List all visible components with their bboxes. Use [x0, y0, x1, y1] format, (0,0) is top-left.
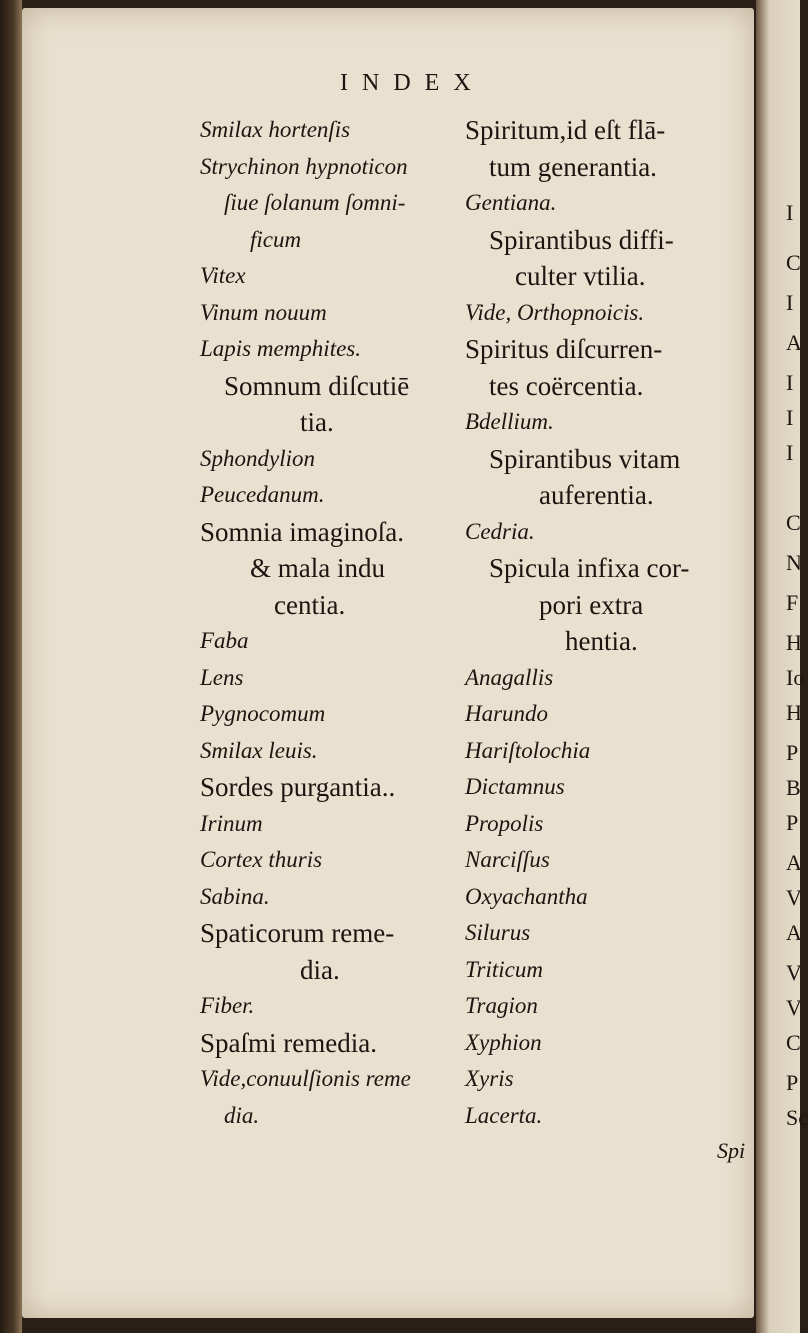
left-index-entry: Lens [200, 664, 244, 690]
facing-page-letter: Sc [786, 1105, 808, 1130]
facing-page-letter: V [786, 960, 802, 985]
left-index-entry: Vide,conuulſionis reme [200, 1066, 411, 1091]
facing-page-letter: V [786, 995, 802, 1020]
book-gutter [0, 0, 22, 1333]
left-index-entry: ficum [250, 226, 302, 252]
right-index-entry: tes coërcentia. [489, 370, 644, 401]
right-index-entry: Silurus [465, 920, 531, 945]
left-index-entry: Sphondylion [200, 445, 315, 471]
left-index-entry: Spaticorum reme- [200, 918, 395, 948]
facing-page-letter: C [786, 510, 801, 535]
left-index-entry: centia. [274, 589, 346, 620]
facing-page-letter: H [786, 700, 802, 725]
left-index-entry: Irinum [200, 810, 263, 836]
right-index-entry: Hariſtolochia [465, 737, 591, 763]
facing-page-letter: B [786, 775, 801, 800]
left-index-entry: Somnum diſcutiē [224, 370, 410, 401]
left-index-entry: Smilax hortenſis [200, 117, 351, 142]
right-index-entry: pori extra [539, 589, 644, 620]
left-index-entry: Peucedanum. [200, 482, 325, 507]
left-index-entry: Pygnocomum [200, 701, 326, 726]
facing-page-letter: A [786, 850, 802, 875]
facing-page-letter: C [786, 250, 801, 275]
right-index-entry: Narciſſus [465, 847, 550, 872]
left-index-entry: dia. [300, 954, 340, 985]
right-index-entry: Harundo [465, 701, 549, 726]
facing-page-letter: N [786, 550, 802, 575]
facing-page-letter: P [786, 1070, 799, 1095]
right-index-entry: Tragion [465, 993, 538, 1018]
facing-page-letter: I [786, 405, 794, 430]
facing-page-letter: H [786, 630, 802, 655]
left-index-entry: Sordes purgantia.. [200, 772, 396, 802]
index-right-column [465, 112, 735, 1134]
right-index-entry: Vide, Orthopnoicis. [465, 299, 645, 325]
left-index-entry: Fiber. [200, 993, 255, 1018]
right-index-entry: Triticum [465, 956, 543, 982]
left-index-entry: Vinum nouum [200, 299, 327, 325]
index-left-column [200, 112, 468, 1134]
facing-page-letter: I [786, 200, 794, 225]
right-index-entry: Propolis [465, 810, 544, 836]
left-index-entry: dia. [224, 1102, 260, 1128]
left-index-entry: Strychinon hypnoticon [200, 153, 408, 179]
left-index-entry: Somnia imaginoſa. [200, 516, 404, 547]
right-index-entry: Gentiana. [465, 190, 557, 215]
facing-page-letter: I [786, 440, 794, 465]
right-index-entry: Anagallis [465, 664, 554, 690]
left-index-entry: Spaſmi remedia. [200, 1027, 377, 1058]
left-index-entry: Faba [200, 628, 249, 653]
right-index-entry: Dictamnus [465, 774, 565, 799]
left-index-entry: Sabina. [200, 883, 270, 909]
facing-page-letter: V [786, 885, 802, 910]
right-index-entry: Oxyachantha [465, 883, 588, 909]
left-index-entry: tia. [300, 407, 334, 437]
right-index-entry: Spiritum,id eſt flā- [465, 115, 666, 145]
catchword: Spi [717, 1138, 746, 1163]
left-index-entry: Lapis memphites. [200, 336, 361, 361]
right-index-entry: Bdellium. [465, 409, 554, 434]
facing-page-letter: Io [786, 665, 805, 690]
facing-page-letter: I [786, 290, 794, 315]
page-header: INDEX [340, 70, 485, 96]
facing-page-letter: A [786, 920, 802, 945]
facing-page-letter: I [786, 370, 794, 395]
right-index-entry: hentia. [565, 626, 638, 656]
facing-page-letter: A [786, 330, 802, 355]
facing-page-letter: P [786, 740, 799, 765]
left-index-entry: ſiue ſolanum ſomni- [224, 190, 406, 215]
right-index-entry: Spicula infixa cor- [489, 553, 690, 583]
right-index-entry: Xyris [465, 1066, 514, 1091]
facing-page-edge [756, 0, 808, 1333]
left-index-entry: Vitex [200, 263, 246, 288]
right-index-entry: tum generantia. [489, 151, 657, 182]
right-index-entry: Cedria. [465, 518, 535, 544]
right-index-entry: Spirantibus diffi- [489, 224, 674, 255]
right-index-entry: culter vtilia. [515, 261, 646, 291]
right-index-entry: Spirantibus vitam [489, 443, 681, 474]
left-index-entry: Cortex thuris [200, 847, 323, 872]
facing-page-letter: F [786, 590, 799, 615]
right-index-entry: Xyphion [465, 1029, 542, 1055]
left-index-entry: Smilax leuis. [200, 737, 318, 763]
right-index-entry: auferentia. [539, 480, 654, 510]
facing-page-letter: P [786, 810, 799, 835]
right-index-entry: Spiritus diſcurren- [465, 334, 663, 364]
facing-page-letter: C [786, 1030, 801, 1055]
left-index-entry: & mala indu [250, 553, 385, 583]
right-index-entry: Lacerta. [465, 1102, 543, 1128]
